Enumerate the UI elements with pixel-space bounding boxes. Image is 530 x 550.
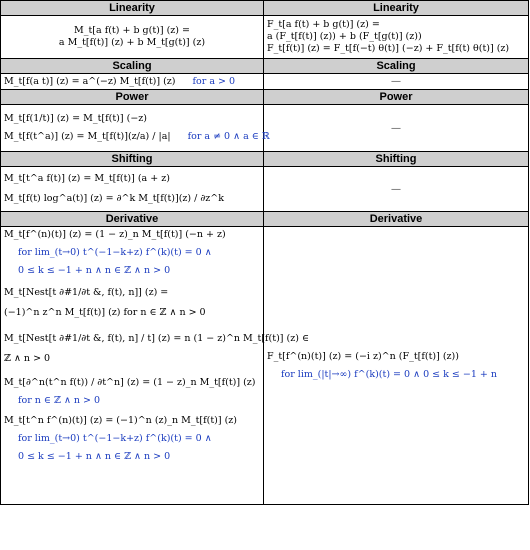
formula-line: M_t[t^n f^(n)(t)] (z) = (−1)^n (z)_n M_t[f(t)] (z) [4, 415, 238, 426]
formula-condition: for lim_(t→0) t^(−1−k+z) f^(k)(t) = 0 ∧ [18, 247, 212, 258]
derivative-mellin-cell [1, 227, 309, 505]
section-header-linearity-right: Linearity [264, 1, 529, 16]
section-header-power-right: Power [264, 90, 529, 105]
formula-condition: for lim_(t→0) t^(−1−k+z) f^(k)(t) = 0 ∧ [18, 433, 212, 444]
formula-line: (−1)^n z^n M_t[f(t)] (z) for n ∈ ℤ ∧ n > 0 [4, 307, 206, 318]
scaling-mellin-cell [1, 74, 264, 90]
power-fourier-dash: — [264, 105, 529, 152]
formula-line: M_t[f(1/t)] (z) = M_t[f(t)] (−z) [4, 113, 147, 124]
section-header-derivative-left: Derivative [1, 212, 264, 227]
section-header-power-left: Power [1, 90, 264, 105]
formula-line: F_t[f(t)] (z) = F_t[f(−t) θ(t)] (−z) + F_t[f(t) θ(t)] (z) [267, 43, 510, 54]
formula-line: a M_t[f(t)] (z) + b M_t[g(t)] (z) [58, 37, 206, 48]
shifting-fourier-dash: — [264, 167, 529, 212]
section-header-linearity-left: Linearity [1, 1, 264, 16]
formula-line: F_t[a f(t) + b g(t)] (z) = [267, 19, 380, 30]
derivative-fourier-cell [264, 227, 529, 505]
power-mellin-cell [1, 105, 270, 152]
formula-line: M_t[f(t^a)] (z) = M_t[f(t)](z/a) / |a| [4, 131, 171, 142]
formula-line: M_t[f(t) log^a(t)] (z) = ∂^k M_t[f(t)](z) / ∂z^k [4, 193, 224, 204]
formula-line: M_t[Nest[t ∂#1/∂t &, f(t), n] / t] (z) = n (1 − z)^n M_t[f(t)] (z) ∈ [4, 333, 309, 344]
formula-line: M_t[t^a f(t)] (z) = M_t[f(t)] (a + z) [4, 173, 170, 184]
section-header-shifting-left: Shifting [1, 152, 264, 167]
formula-condition: for n ∈ ℤ ∧ n > 0 [18, 395, 101, 406]
formula-condition: for lim_(|t|→∞) f^(k)(t) = 0 ∧ 0 ≤ k ≤ −1 + n [281, 368, 497, 380]
formula-line: F_t[f^(n)(t)] (z) = (−i z)^n (F_t[f(t)] (z)) [267, 350, 459, 362]
formula-line: M_t[Nest[t ∂#1/∂t &, f(t), n]] (z) = [4, 287, 169, 298]
formula-condition: for a ≠ 0 ∧ a ∈ ℝ [187, 131, 270, 142]
formula-line: M_t[a f(t) + b g(t)] (z) = [74, 25, 190, 36]
linearity-mellin-cell [1, 16, 264, 59]
formula-line: M_t[f^(n)(t)] (z) = (1 − z)_n M_t[f(t)] (−n + z) [4, 229, 226, 240]
formula-line: a (F_t[f(t)] (z)) + b (F_t[g(t)] (z)) [267, 31, 422, 42]
linearity-fourier-cell [264, 16, 529, 59]
shifting-mellin-cell [1, 167, 264, 212]
section-header-shifting-right: Shifting [264, 152, 529, 167]
scaling-fourier-dash: — [264, 74, 529, 90]
section-header-scaling-right: Scaling [264, 59, 529, 74]
formula-line: M_t[f(a t)] (z) = a^(−z) M_t[f(t)] (z) [4, 75, 176, 87]
section-header-derivative-right: Derivative [264, 212, 529, 227]
formula-line: M_t[∂^n(t^n f(t)) / ∂t^n] (z) = (1 − z)_n M_t[f(t)] (z) [4, 377, 256, 388]
formula-condition: 0 ≤ k ≤ −1 + n ∧ n ∈ ℤ ∧ n > 0 [18, 265, 171, 276]
formula-line: ℤ ∧ n > 0 [4, 353, 51, 364]
formula-condition: for a > 0 [192, 75, 236, 87]
formula-condition: 0 ≤ k ≤ −1 + n ∧ n ∈ ℤ ∧ n > 0 [18, 451, 171, 462]
section-header-scaling-left: Scaling [1, 59, 264, 74]
